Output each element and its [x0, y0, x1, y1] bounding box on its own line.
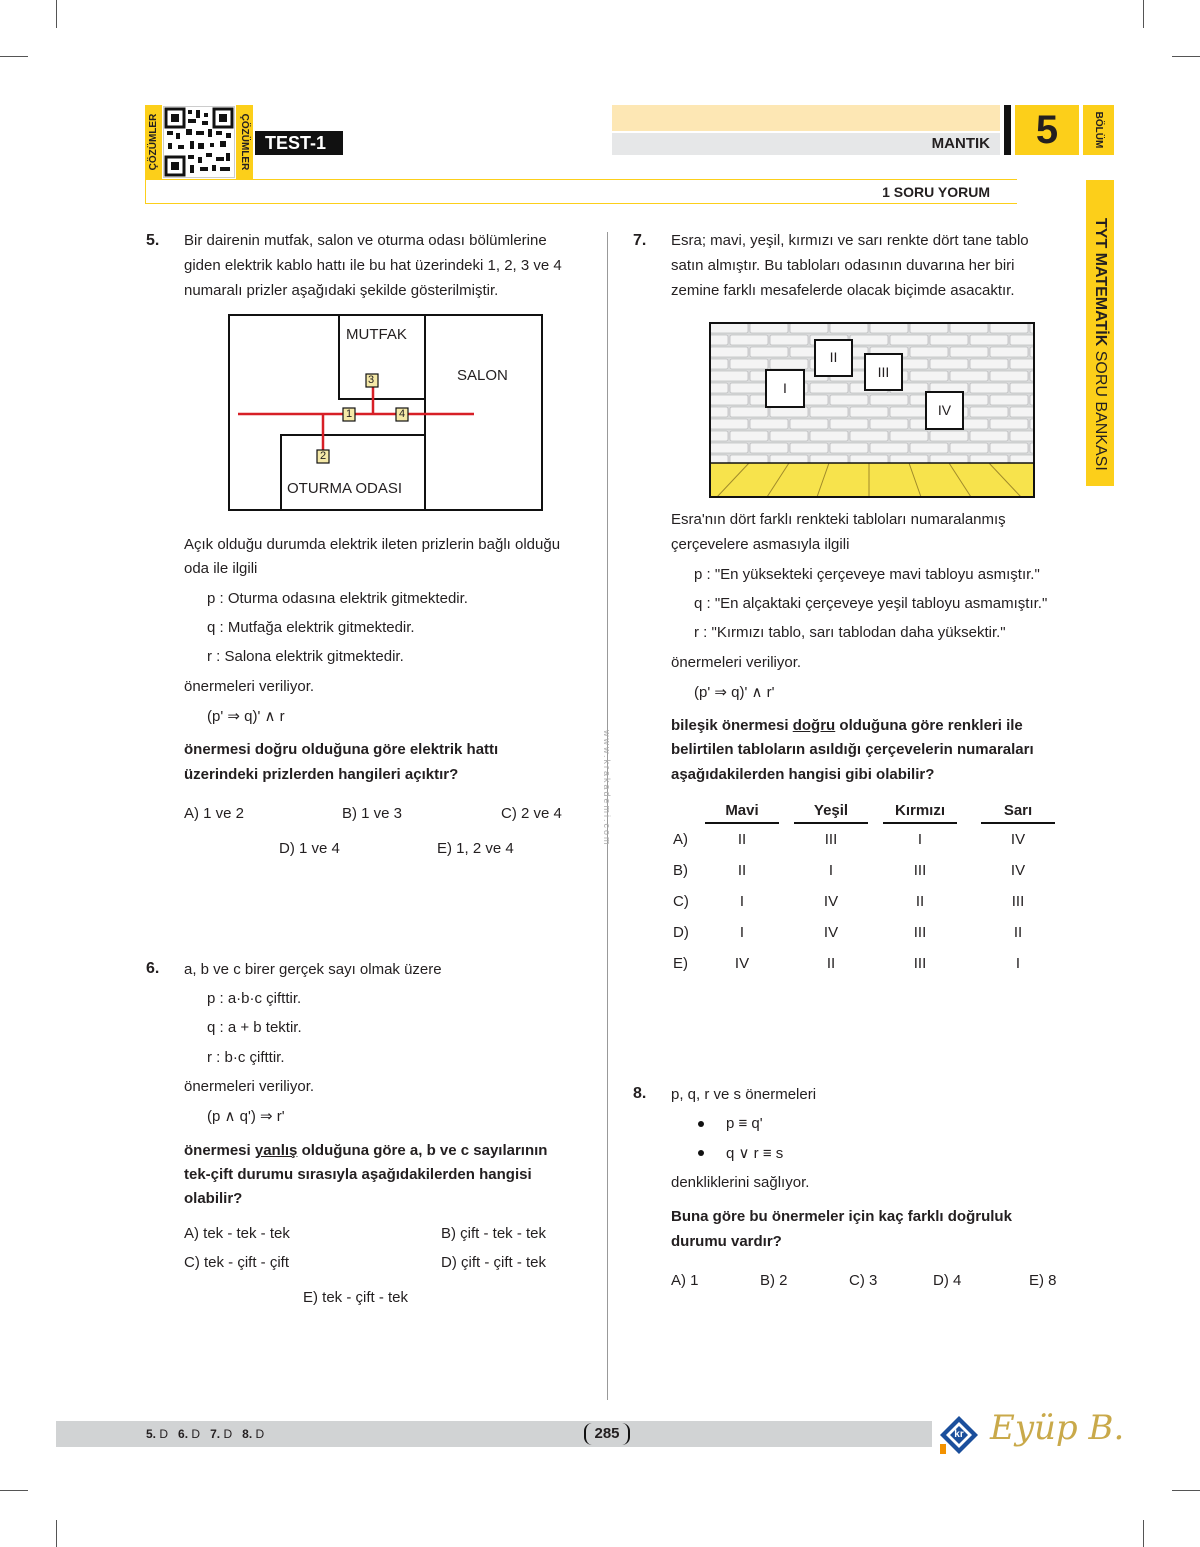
crop-mark [1143, 1520, 1144, 1547]
q6-option-b[interactable]: B) çift - tek - tek [441, 1225, 547, 1242]
cozumler-label-left: ÇÖZÜMLER [148, 113, 159, 171]
qr-code[interactable] [163, 106, 235, 178]
q7-intro-2: çerçevelere asmasıyla ilgili [671, 536, 850, 553]
frame-I: I [783, 380, 787, 396]
kr-logo [938, 1414, 980, 1456]
cell: III [913, 955, 927, 972]
label-salon: SALON [457, 367, 508, 384]
header-rule [145, 179, 1017, 180]
q5-stem-2: giden elektrik kablo hattı ile bu hat üzerindeki 1, 2, 3 ve 4 [184, 257, 562, 274]
col-header-mavi: Mavi [725, 802, 759, 819]
subheader: 1 SORU YORUM [882, 184, 990, 200]
cell: I [739, 924, 745, 941]
cell: I [1015, 955, 1021, 972]
table-row[interactable] [665, 893, 1065, 917]
q7-prop-p: p : "En yüksekteki çerçeveye mavi tabloyu asmıştır." [694, 566, 1040, 583]
topic-band [612, 133, 1000, 155]
q6-question-1: önermesi yanlış olduğuna göre a, b ve c sayılarının [184, 1142, 548, 1159]
q7-stem-2: satın almıştır. Bu tabloları odasının duvarına her biri [671, 257, 1015, 274]
q8-question-2: durumu vardır? [671, 1233, 782, 1250]
q5-prop-q: q : Mutfağa elektrik gitmektedir. [207, 619, 415, 636]
signature: Eyüp B. [990, 1408, 1125, 1448]
cozumler-label-right: ÇÖZÜMLER [239, 113, 250, 171]
footer-band-tip [920, 1421, 932, 1447]
wall-figure [709, 322, 1035, 498]
q8-question-1: Buna göre bu önermeler için kaç farklı doğruluk [671, 1208, 1012, 1225]
q5-number: 5. [146, 232, 160, 249]
q8-number: 8. [633, 1085, 647, 1102]
q8-equiv-2: q ∨ r ≡ s [726, 1145, 784, 1162]
answer-key: 5. D 6. D 7. D 8. D [146, 1427, 265, 1441]
q7-stem-1: Esra; mavi, yeşil, kırmızı ve sarı renkte dört tane tablo [671, 232, 1029, 249]
header-underline [981, 822, 1055, 824]
cell: III [913, 924, 927, 941]
crop-mark [56, 1520, 57, 1547]
q6-question-3: olabilir? [184, 1190, 243, 1207]
frame-II: II [829, 349, 838, 365]
cell: II [737, 831, 747, 848]
header-underline [883, 822, 957, 824]
q5-intro-2: oda ile ilgili [184, 560, 258, 577]
q7-answer-table [665, 800, 1065, 980]
crop-mark [1143, 0, 1144, 28]
col-header-sari: Sarı [1003, 802, 1033, 819]
table-row[interactable] [665, 955, 1065, 979]
q7-prop-r: r : "Kırmızı tablo, sarı tablodan daha yüksektir." [694, 624, 1006, 641]
q6-question-2: tek-çift durumu sırasıyla aşağıdakilerden hangisi [184, 1166, 532, 1183]
frame-IV: IV [937, 402, 952, 418]
q6-prop-r: r : b·c çifttir. [207, 1049, 285, 1066]
cell: IV [823, 924, 839, 941]
row-label: C) [673, 893, 689, 910]
cell: I [917, 831, 923, 848]
q7-stem-3: zemine farklı mesafelerde olacak biçimde asacaktır. [671, 282, 1015, 299]
q7-question-2: belirtilen tabloların asıldığı çerçevelerin numaraları [671, 741, 1034, 758]
q6-number: 6. [146, 960, 160, 977]
q5-option-d[interactable]: D) 1 ve 4 [279, 840, 340, 857]
socket-3: 3 [368, 374, 375, 386]
q5-given: önermeleri veriliyor. [184, 678, 315, 695]
crop-mark [0, 1490, 28, 1491]
q6-option-d[interactable]: D) çift - çift - tek [441, 1254, 546, 1271]
row-label: B) [673, 862, 688, 879]
cell: III [913, 862, 927, 879]
cell: II [1013, 924, 1023, 941]
section-divider [1004, 105, 1011, 155]
q5-question-2: üzerindeki prizlerden hangileri açıktır? [184, 766, 459, 783]
header-rule-left [145, 179, 146, 204]
cell: II [826, 955, 836, 972]
side-tab-title: TYT MATEMATİK [1092, 218, 1109, 347]
label-oturma-odasi: OTURMA ODASI [287, 480, 403, 497]
q8-option-e[interactable]: E) 8 [1029, 1272, 1057, 1289]
table-row[interactable] [665, 924, 1065, 948]
q5-question-1: önermesi doğru olduğuna göre elektrik hattı [184, 741, 499, 758]
row-label: E) [673, 955, 688, 972]
test-label: TEST-1 [255, 131, 343, 155]
q8-given: denkliklerini sağlıyor. [671, 1174, 810, 1191]
q8-stem: p, q, r ve s önermeleri [671, 1086, 817, 1103]
header-rule-bottom [145, 203, 1017, 204]
q7-expression: (p' ⇒ q)' ∧ r' [694, 684, 775, 701]
cell: IV [734, 955, 750, 972]
q8-option-c[interactable]: C) 3 [849, 1272, 878, 1289]
cell: IV [1010, 862, 1026, 879]
frame-III: III [877, 364, 890, 380]
q5-prop-p: p : Oturma odasına elektrik gitmektedir. [207, 590, 468, 607]
q5-intro-1: Açık olduğu durumda elektrik ileten prizlerin bağlı olduğu [184, 536, 561, 553]
cell: I [828, 862, 834, 879]
q6-prop-q: q : a + b tektir. [207, 1019, 302, 1036]
q5-option-b[interactable]: B) 1 ve 3 [342, 805, 403, 822]
q5-option-c[interactable]: C) 2 ve 4 [501, 805, 562, 822]
floor-plan [228, 314, 544, 512]
crop-mark [1172, 1490, 1200, 1491]
socket-2: 2 [320, 450, 327, 462]
side-tab-subtitle: SORU BANKASI [1092, 350, 1109, 471]
q5-prop-r: r : Salona elektrik gitmektedir. [207, 648, 404, 665]
label-mutfak: MUTFAK [346, 326, 407, 343]
socket-4: 4 [399, 408, 406, 420]
crop-mark [1172, 56, 1200, 57]
q6-option-e[interactable]: E) tek - çift - tek [303, 1289, 409, 1306]
q6-option-a[interactable]: A) tek - tek - tek [184, 1225, 290, 1242]
topic-band-top [612, 105, 1000, 131]
kr-logo-text: kr [954, 1429, 964, 1440]
crop-mark [56, 0, 57, 28]
header-underline [794, 822, 868, 824]
cozumler-strip-left [145, 105, 162, 179]
q6-option-c[interactable]: C) tek - çift - çift [184, 1254, 289, 1271]
cell: III [824, 831, 838, 848]
watermark: www.krakademi.com [602, 730, 612, 847]
q7-question-1: bileşik önermesi doğru olduğuna göre renkleri ile [671, 717, 1023, 734]
table-row[interactable] [665, 831, 1065, 855]
q7-question-3: aşağıdakilerden hangisi gibi olabilir? [671, 766, 935, 783]
q6-expression: (p ∧ q') ⇒ r' [207, 1108, 285, 1125]
cozumler-strip-right [236, 105, 253, 179]
q8-equiv-1: p ≡ q' [726, 1115, 763, 1132]
socket-1: 1 [346, 408, 353, 420]
q5-option-e[interactable]: E) 1, 2 ve 4 [437, 840, 514, 857]
side-tab [1086, 180, 1114, 486]
col-header-kirmizi: Kırmızı [894, 802, 945, 819]
q8-option-b[interactable]: B) 2 [760, 1272, 788, 1289]
cell: I [739, 893, 745, 910]
col-header-yesil: Yeşil [813, 802, 849, 819]
cell: II [737, 862, 747, 879]
q5-option-a[interactable]: A) 1 ve 2 [184, 805, 245, 822]
section-number: 5 [1015, 105, 1079, 155]
cell: II [915, 893, 925, 910]
q7-prop-q: q : "En alçaktaki çerçeveye yeşil tabloyu asmamıştır." [694, 595, 1048, 612]
section-label: BÖLÜM [1093, 111, 1104, 149]
q6-given: önermeleri veriliyor. [184, 1078, 315, 1095]
q6-prop-p: p : a·b·c çifttir. [207, 990, 302, 1007]
cell: IV [1010, 831, 1026, 848]
cell: IV [823, 893, 839, 910]
q5-stem-3: numaralı prizler aşağıdaki şekilde gösterilmiştir. [184, 282, 499, 299]
table-row[interactable] [665, 862, 1065, 886]
q7-intro-1: Esra'nın dört farklı renkteki tabloları numaralanmış [671, 511, 1006, 528]
q7-number: 7. [633, 232, 647, 249]
q8-option-d[interactable]: D) 4 [933, 1272, 962, 1289]
topic-label: MANTIK [931, 135, 990, 152]
q8-option-a[interactable]: A) 1 [671, 1272, 699, 1289]
row-label: D) [673, 924, 689, 941]
q5-stem-1: Bir dairenin mutfak, salon ve oturma odası bölümlerine [184, 232, 547, 249]
cell: III [1011, 893, 1025, 910]
q6-stem: a, b ve c birer gerçek sayı olmak üzere [184, 961, 442, 978]
section-label-box [1083, 105, 1114, 155]
q5-expression: (p' ⇒ q)' ∧ r [207, 708, 285, 725]
row-label: A) [673, 831, 688, 848]
crop-mark [0, 56, 28, 57]
header-underline [705, 822, 779, 824]
q7-given: önermeleri veriliyor. [671, 654, 802, 671]
bullet-icon [698, 1150, 704, 1156]
page-number: 285 [584, 1423, 630, 1445]
bullet-icon [698, 1121, 704, 1127]
